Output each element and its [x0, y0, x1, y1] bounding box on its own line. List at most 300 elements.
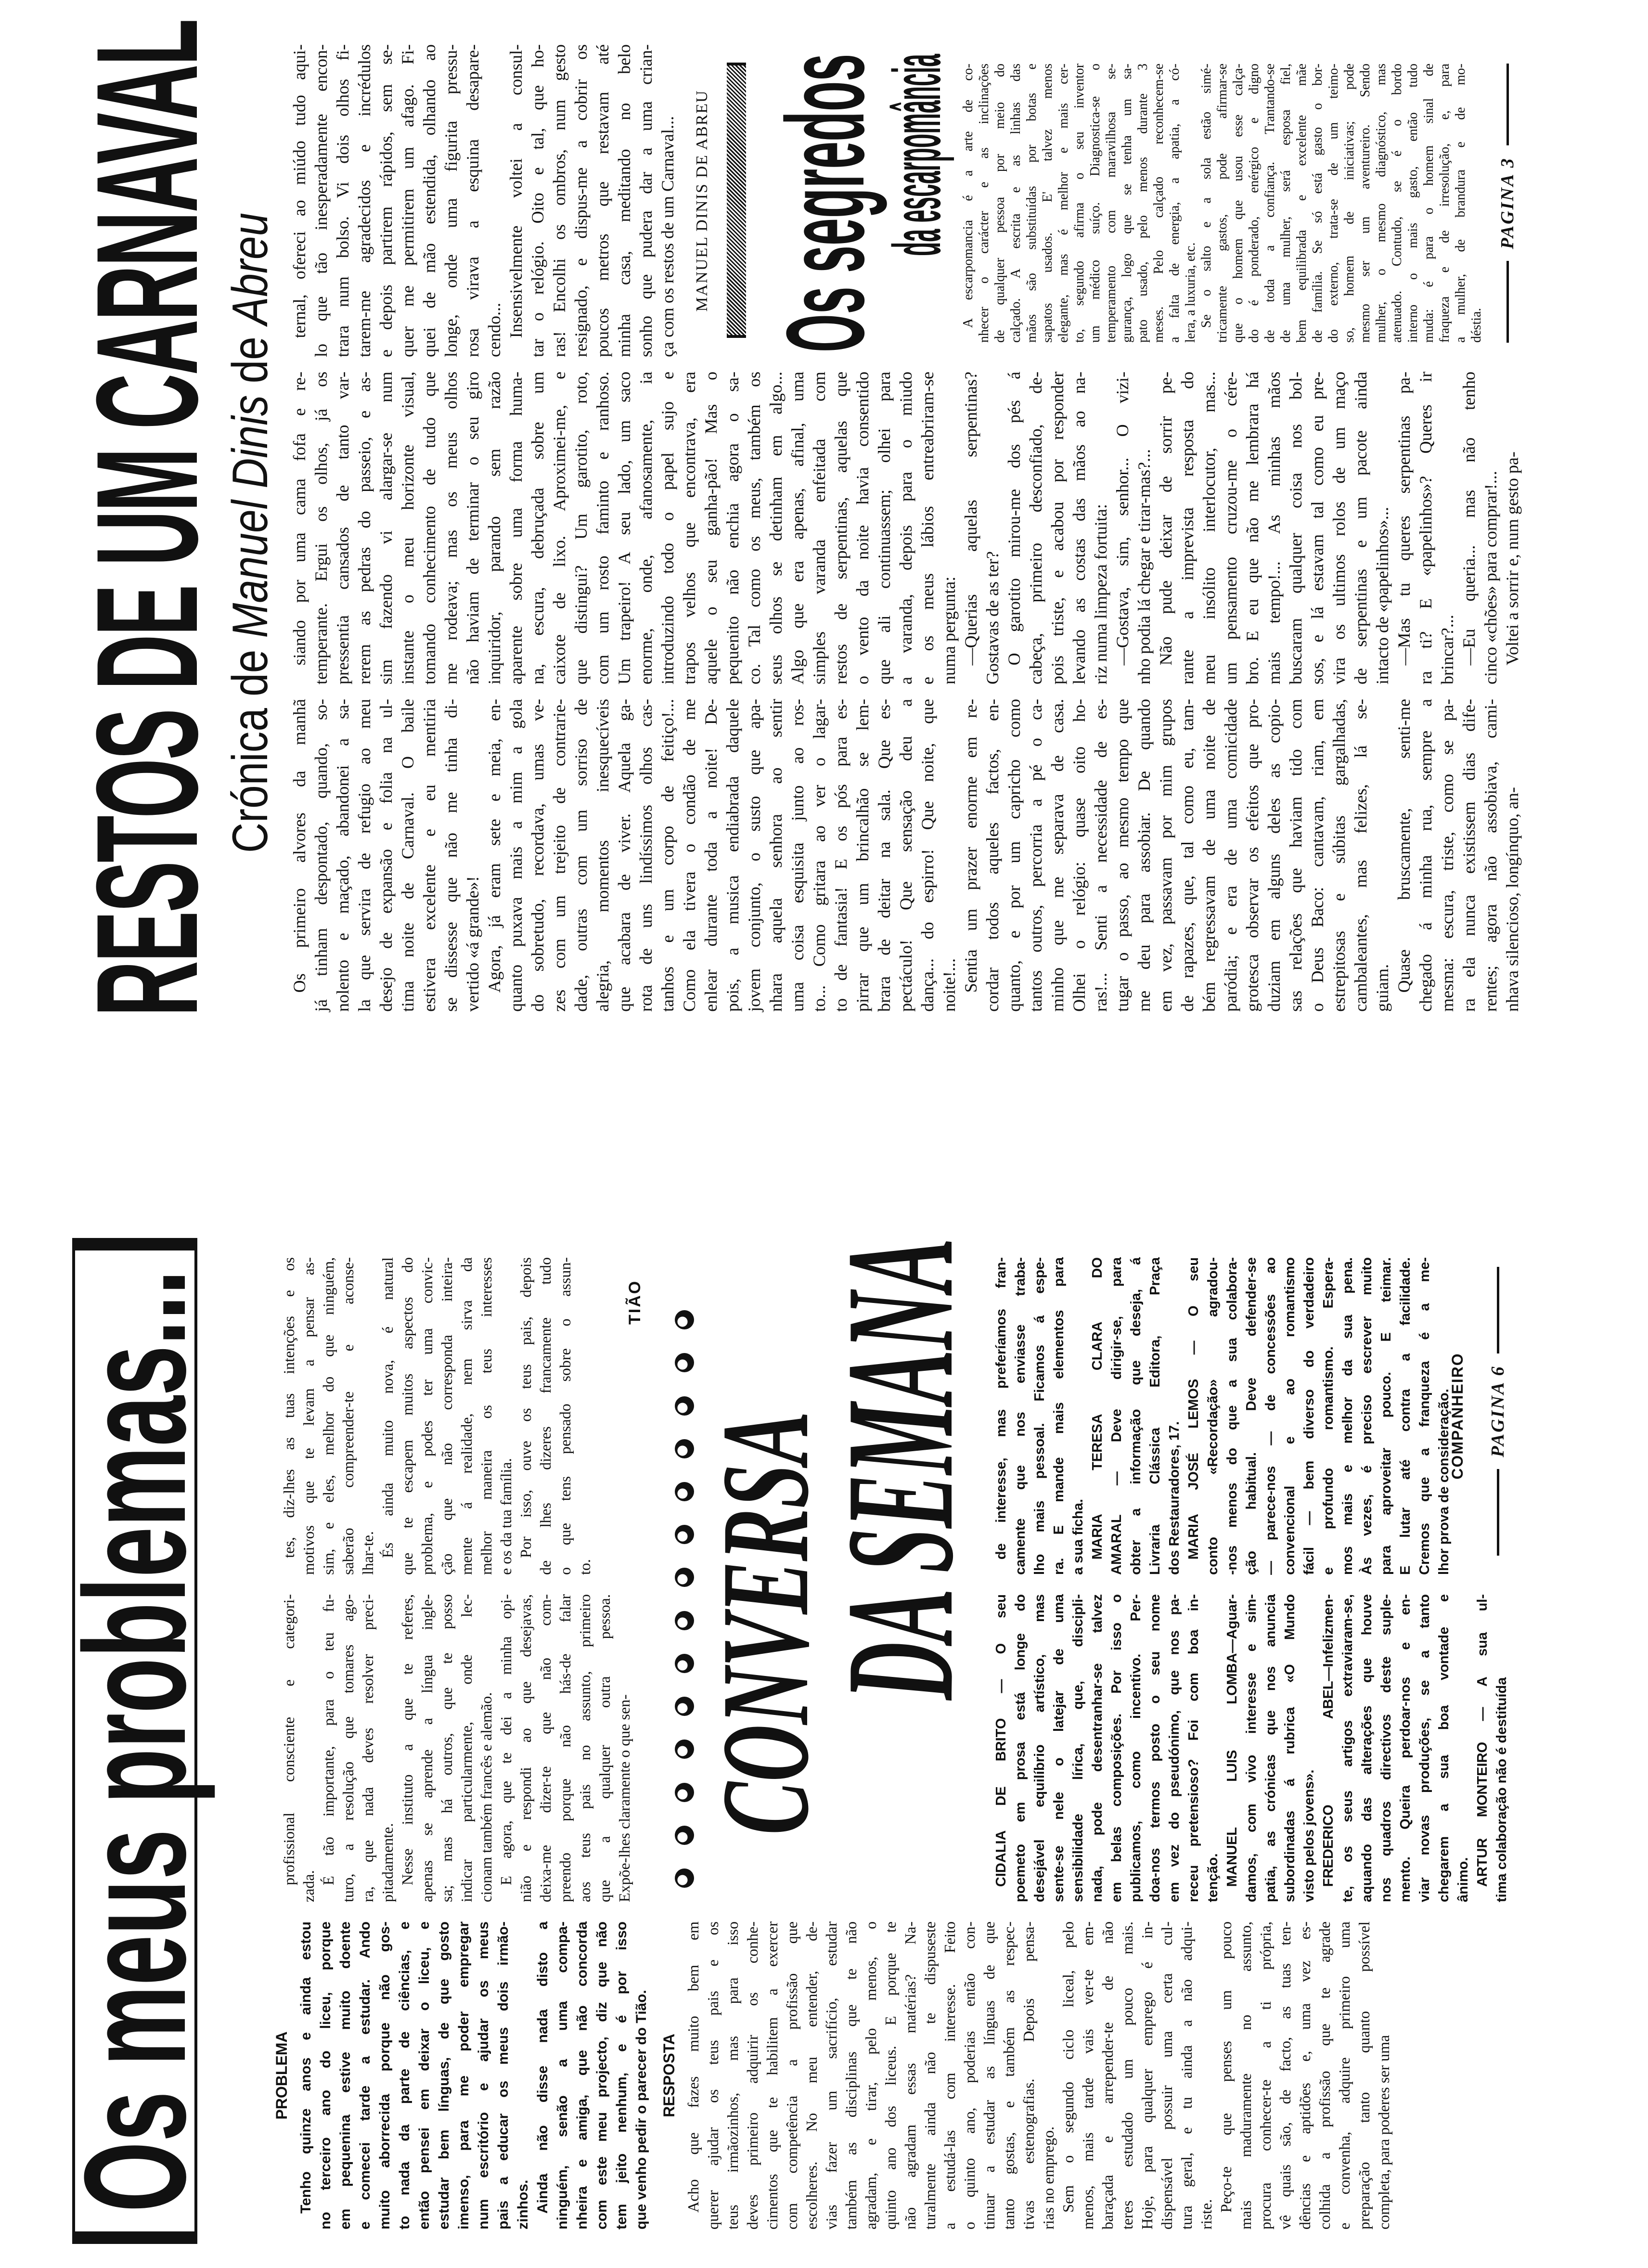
text-line: quei de mão estendida, olhando ao: [420, 44, 439, 357]
text-line: agradam, e tirar, pelo menos, o: [862, 1921, 879, 2229]
text-line: de lhes dizeres francamente tudo: [537, 1257, 554, 1575]
text-line: gurança, logo que se tenha um sa-: [1120, 64, 1134, 343]
text-line: pato usado, pelo menos durante 3: [1135, 64, 1150, 343]
text-line: uma coisa esquisita junto ao ros-: [788, 699, 807, 1012]
text-line: nada, pode desentranhar-se talvez: [1090, 1594, 1105, 1902]
text-line: publicamos, como incentivo. Per-: [1128, 1594, 1144, 1902]
text-line: nião e respondi ao que desejavas,: [517, 1594, 534, 1902]
text-line: introduzindo todo o papel sujo e: [658, 372, 677, 684]
text-line: completa, para poderes ser uma: [1375, 2035, 1392, 2229]
text-line: brincar?...: [1438, 615, 1457, 684]
text-line: não haviam de terminar o seu giro: [463, 372, 482, 684]
text-line: tima colaboração não é destituída: [1494, 1677, 1509, 1902]
page-number-text: PAGINA 3: [1497, 157, 1518, 249]
text-line: então pensei em deixar o liceu, e: [416, 1921, 432, 2229]
text-line: A escarpomancia é a arte de co-: [961, 64, 976, 328]
byline-author-last: Abreu: [222, 212, 278, 325]
text-line: —Gostava, sim, senhor... O vizi-: [1113, 372, 1132, 666]
text-line: riz numa limpeza fortuita:: [1091, 504, 1110, 684]
text-line: ras!... Senti a necessidade de es-: [1091, 699, 1110, 1012]
feature-title-line-2: [879, 54, 954, 256]
text-line: numa pergunta:: [940, 576, 959, 684]
text-line: saberão compreender-te e aconse-: [339, 1257, 357, 1575]
text-line: sa; mas há outros, que te posso: [438, 1594, 455, 1902]
text-line: a falta de energia, a apatia, a có-: [1167, 64, 1182, 343]
text-line: quanto, e por um capricho como: [1004, 699, 1024, 1012]
text-line: pectáculo! Que sensação deu a: [896, 699, 915, 1012]
text-line: Cremos que a franqueza é a me-: [1417, 1257, 1432, 1575]
text-line: motivos que te levam a pensar as-: [300, 1257, 317, 1575]
text-line: MARIA JOSÉ LEMOS — O seu: [1186, 1257, 1201, 1560]
text-line: meses. Pelo calçado reconhecem-se: [1151, 64, 1166, 343]
rule-left: [1506, 261, 1509, 343]
text-line: brara de deitar na sala. Que es-: [875, 699, 894, 1012]
text-line: calçado. A escrita e as linhas das: [1008, 64, 1023, 343]
text-line: de qualquer pessoa por meio do: [992, 64, 1007, 343]
text-line: dança... do espirro! Que noite, que: [918, 699, 937, 1012]
text-line: se dissesse que não me tinha di-: [441, 699, 461, 1012]
answer-signature: TIÃO: [626, 1279, 644, 1325]
text-line: sensibilidade lírica, que, discipli-: [1070, 1594, 1086, 1902]
text-line: ninguém, senão a uma compa-: [554, 1921, 570, 2229]
text-line: tenção.: [1205, 1853, 1221, 1902]
text-line: mulher, o mesmo diagnóstico, mas: [1374, 64, 1389, 343]
text-line: me deu para assobiar. De quando: [1134, 699, 1154, 1012]
text-line: noite!...: [940, 958, 959, 1012]
text-line: do sobretudo, recordava, umas ve-: [528, 699, 547, 1012]
text-line: E agora, que te dei a minha opi-: [497, 1594, 515, 1885]
text-line: em vez do pseudónimo, que nos pa-: [1167, 1594, 1182, 1902]
text-line: enorme, onde, afanosamente, ia: [636, 372, 656, 684]
feature-title-line-1: [763, 53, 887, 352]
text-line: resignado, e dispus-me a cobrir os: [571, 44, 591, 357]
text-line: cimentos que te habilitem a exercer: [763, 1921, 781, 2229]
text-line: sim, e eles, melhor do que ninguém,: [320, 1257, 337, 1575]
problem-heading: PROBLEMA: [273, 2031, 290, 2120]
text-line: Algo que era apenas, afinal, uma: [788, 372, 807, 684]
text-line: camente que nos enviasse traba-: [1013, 1257, 1028, 1575]
text-line: interno o mais gasto, então tudo: [1405, 64, 1420, 343]
rule-right: [1506, 64, 1509, 145]
article-signature: MANUEL DINIS DE ABREU: [693, 90, 711, 312]
text-line: o Deus Baco: cantavam, riam, em: [1308, 699, 1327, 1012]
text-line: visto pelos jovens».: [1301, 1769, 1317, 1902]
text-line: também as disciplinas que te não: [842, 1921, 860, 2229]
text-line: jovem conjunto, o susto que apa-: [745, 699, 764, 1012]
text-line: muda: é para o homem sinal de: [1421, 64, 1436, 343]
text-line: pirrar que um brincalhão se lem-: [853, 699, 872, 1012]
text-line: tura geral, e tu ainda a não adqui-: [1178, 1921, 1195, 2229]
text-line: trara num bolso. Vi dois olhos fi-: [333, 44, 352, 357]
text-line: to de fantasia! E os pós para es-: [831, 699, 850, 1012]
text-line: déstia.: [1469, 308, 1484, 343]
text-line: nhara aquela senhora ao sentir: [766, 699, 785, 1012]
text-line: ção que não corresponda inteira-: [438, 1257, 455, 1575]
text-line: damos, com vivo interesse e sim-: [1244, 1594, 1259, 1902]
text-line: dos Restauradores, 17.: [1167, 1421, 1182, 1575]
text-line: sonho que pudera dar a uma crian-: [636, 44, 656, 357]
text-line: de família. Se só está gasto o bor-: [1310, 64, 1325, 343]
text-line: cabeça, primeiro desconfiado, de-: [1026, 372, 1045, 684]
text-line: siando por uma cama fofa e re-: [290, 372, 309, 666]
text-line: cendo...: [485, 303, 504, 357]
text-line: tivas estenografias. Depois pensa-: [1020, 1921, 1037, 2229]
text-line: nolento e maçado, abandonei a sa-: [333, 699, 352, 1012]
text-line: lhor prova de consideração.: [1436, 1389, 1452, 1575]
text-line: tarem-me agradecidos e incrédulos: [355, 44, 374, 357]
text-line: Olhei o relógio: quase oito ho-: [1069, 699, 1089, 1012]
text-line: dispensável possuir uma certa cul-: [1158, 1921, 1175, 2229]
text-line: preparação tanto quanto possível: [1355, 1921, 1373, 2229]
byline-prefix: Crónica de: [222, 649, 278, 853]
text-line: temperante. Ergui os olhos, já os: [311, 372, 331, 684]
text-line: to.: [576, 1559, 593, 1575]
text-line: ra. E mande mais elementos para: [1051, 1257, 1067, 1575]
section-signature: COMPANHEIRO: [1449, 1353, 1466, 1480]
text-line: pequenito não enchia agora o sa-: [723, 372, 742, 684]
text-line: ra ti? E «papelinhos»? Queres ir: [1416, 372, 1435, 684]
text-line: lera, a luxuria, etc.: [1183, 242, 1198, 343]
text-line: pressentia cansados de tanto var-: [333, 372, 352, 684]
text-line: num escritório e ajudar os meus: [476, 1921, 491, 2229]
text-line: estudar bem línguas, de que gosto: [436, 1921, 452, 2229]
text-line: mais tempo!... As minhas mãos: [1264, 372, 1284, 684]
text-line: bém regressavam de uma noite de: [1199, 699, 1219, 1012]
text-line: melhor maneira os teus interesses: [477, 1257, 495, 1575]
page-number-text: PAGINA 6: [1488, 1365, 1508, 1457]
text-line: tem jeito nenhum, e é por isso: [614, 1921, 630, 2229]
text-line: a mulher, de brandura e de mo-: [1453, 64, 1468, 343]
text-line: Sem o segundo ciclo liceal, pelo: [1059, 1921, 1077, 2213]
text-line: em belas composições. Por isso o: [1109, 1594, 1124, 1902]
text-line: tanto gostas, e também as respec-: [1000, 1921, 1017, 2229]
text-line: poemeto em prosa está longe do: [1013, 1594, 1028, 1902]
text-line: pais a educar os meus dois irmão-: [495, 1921, 511, 2229]
text-line: instante o meu horizonte visual,: [398, 372, 417, 684]
text-line: que ali continuassem; olhei para: [875, 372, 894, 684]
text-line: —Mas tu queres serpentinas pa-: [1394, 372, 1414, 666]
text-line: quer me permitirem um afago. Fi-: [398, 44, 417, 357]
text-line: de serpentinas e um pacote ainda: [1351, 372, 1370, 684]
text-line: deixa-me dizer-te que não com-: [537, 1594, 554, 1902]
text-line: patia, as crónicas que nos anuncia: [1263, 1594, 1278, 1902]
text-line: rerem as pedras do passeio, e as-: [355, 372, 374, 684]
text-line: fraqueza e de irresolução, e, para: [1437, 64, 1452, 343]
text-line: co. Tal como os meus, também os: [745, 372, 764, 684]
text-line: te, os seus artigos extraviaram-se,: [1340, 1594, 1355, 1902]
text-line: baraçada e arrepender-te de não: [1099, 1921, 1116, 2229]
text-line: tar o relógio. Oito e tal, que ho-: [528, 44, 547, 357]
text-line: na, escura, debruçada sobre um: [528, 372, 547, 684]
byline-particle: de: [222, 336, 278, 384]
text-line: simples varanda enfeitada com: [810, 372, 829, 684]
text-line: ra ela nunca existissem dias dife-: [1459, 699, 1479, 1012]
text-line: O garotito mirou-me dos pés á: [1004, 372, 1024, 666]
text-line: problema, e podes ter uma convic-: [418, 1257, 436, 1575]
text-line: Sentia um prazer enorme em re-: [961, 699, 980, 993]
text-line: ção habitual. Deve defender-se: [1244, 1257, 1259, 1575]
text-line: e os meus lábios entreabriram-se: [918, 372, 937, 684]
text-line: a varanda, depois para o miudo: [896, 372, 915, 684]
text-line: para aproveitar pouco. E teimar.: [1378, 1257, 1394, 1575]
text-line: vias fazer um sacrifício, estudar: [823, 1921, 840, 2229]
text-line: que distingui? Um garotito, roto,: [571, 372, 591, 684]
text-line: zinhos.: [515, 2179, 531, 2229]
text-line: cionam também francês e alemão.: [477, 1692, 495, 1902]
text-line: cordar todos aqueles factos, en-: [983, 699, 1002, 1012]
text-line: Voltei a sorrir e, num gesto pa-: [1503, 451, 1522, 666]
text-line: de toda a confiança. Trantando-se: [1262, 64, 1277, 343]
text-line: MARIA TERESA CLARA DO: [1090, 1257, 1105, 1560]
text-line: Peço-te que penses um pouco: [1217, 1921, 1235, 2213]
text-line: —Querias aquelas serpentinas?: [961, 372, 980, 666]
text-line: lho mais pessoal. Ficamos á espe-: [1032, 1257, 1047, 1575]
text-line: profissional consciente e categori-: [280, 1594, 297, 1885]
text-line: mento. Queira perdoar-nos e en-: [1398, 1594, 1413, 1902]
text-line: e depois partirem rápidos, sem se-: [376, 44, 396, 357]
text-line: zes com um trejeito de contrarie-: [550, 699, 569, 1012]
text-line: inquiridor, parando sem razão: [485, 372, 504, 684]
text-line: caixote de lixo. Aproximei-me, e: [550, 372, 569, 684]
text-line: tes, diz-lhes as tuas intenções e os: [280, 1257, 297, 1558]
text-line: ARTUR MONTEIRO — A sua ul-: [1475, 1594, 1490, 1887]
text-line: em vez, passavam por mim grupos: [1156, 699, 1175, 1012]
text-line: rante a imprevista resposta do: [1178, 372, 1197, 684]
text-line: que te escapem muitos aspectos do: [399, 1257, 416, 1575]
page-number-3: [1497, 64, 1518, 343]
text-line: obter a informação que deseja, á: [1128, 1257, 1144, 1575]
text-line: sente-se nele o latejar de uma: [1051, 1594, 1067, 1902]
text-line: bro. E eu que não me lembrara há: [1243, 372, 1262, 684]
text-line: ra, que nada deves resolver preci-: [359, 1594, 376, 1902]
text-line: em pequenina estive muito doente: [337, 1921, 353, 2229]
text-line: Livraria Clássica Editora, Praça: [1147, 1257, 1163, 1575]
text-line: que o homem que usou esse calça-: [1231, 64, 1246, 343]
text-line: que acabara de viver. Aquela ga-: [615, 699, 634, 1012]
text-line: temperamento com maravilhosa se-: [1104, 64, 1119, 343]
text-line: a sua ficha.: [1070, 1499, 1086, 1575]
text-line: ternal, ofereci ao miúdo tudo aqui-: [290, 44, 309, 338]
text-line: seus olhos se detinham em algo...: [766, 372, 785, 684]
text-line: Agora, já eram sete e meia, en-: [485, 699, 504, 993]
text-line: subordinadas á rubrica «O Mundo: [1282, 1594, 1298, 1902]
text-line: colhida a profissão que te agrade: [1316, 1921, 1333, 2229]
text-line: e convenha, adquire primeiro uma: [1336, 1921, 1353, 2229]
text-line: que venho pedir o parecer do Tião.: [633, 1990, 649, 2229]
text-line: tima noite de Carnaval. O baile: [398, 699, 417, 1012]
text-line: riste.: [1197, 2199, 1215, 2229]
text-line: dade, outras com um sorriso de: [571, 699, 591, 1012]
article-column-2: [289, 372, 1523, 684]
text-line: Hoje, para qualquer emprego é in-: [1138, 1921, 1156, 2229]
text-line: tanhos e um corpo de feitiço!...: [658, 699, 677, 1012]
text-line: tinuar a estudar as línguas de que: [980, 1921, 998, 2229]
text-line: aquele o seu ganha-pão! Mas o: [701, 372, 721, 684]
feature-text: [960, 64, 1484, 343]
text-line: vertido «á grande»!: [463, 876, 482, 1012]
text-line: quinto ano dos liceus. E porque te: [882, 1921, 899, 2229]
text-line: rias no emprego.: [1040, 2126, 1057, 2229]
text-line: do é ponderado, enérgico e digno: [1247, 64, 1262, 343]
article-headline: [66, 20, 228, 1017]
text-line: nhecer o carácter e as inclinações: [977, 64, 991, 343]
text-line: MANUEL LUIS LOMBA—Aguar-: [1224, 1594, 1240, 1887]
text-line: o quinto ano, poderias então con-: [961, 1921, 978, 2229]
article-column-1: [289, 699, 1523, 1012]
text-line: com competência a profissão que: [783, 1921, 800, 2229]
text-line: Como ela tivera o condão de me: [680, 699, 699, 1012]
page-headline: Os meus problemas...: [54, 1270, 216, 2212]
text-line: grotesca observar os efeitos que pro-: [1243, 699, 1262, 1012]
text-line: to nada da parte de ciências, e: [397, 1921, 412, 2229]
text-line: vê quais são, de facto, as tuas ten-: [1276, 1921, 1294, 2229]
text-line: mesma: escura, triste, como se pa-: [1438, 699, 1457, 1012]
text-line: ras! Encolhi os ombros, num gesto: [550, 44, 569, 357]
text-line: o vento da noite havia consentido: [853, 372, 872, 684]
text-line: teus irmãozinhos, mas para isso: [724, 1921, 741, 2229]
text-line: viar novas produções, se a tanto: [1417, 1594, 1432, 1902]
text-line: rota de uns lindíssimos olhos cas-: [636, 699, 656, 1012]
text-line: sas relações que haviam tido com: [1286, 699, 1305, 1012]
text-line: lo que tão inesperadamente encon-: [311, 44, 331, 357]
text-line: AMARAL — Deve dirigir-se, para: [1109, 1257, 1124, 1575]
text-line: aquando das alterações que houve: [1359, 1594, 1375, 1902]
text-line: zada.: [300, 1870, 317, 1902]
text-line: procura conhecer-te a ti própria,: [1257, 1921, 1274, 2229]
text-line: sos, e lá estavam tal como eu pre-: [1308, 372, 1327, 684]
text-line: Às vezes, é preciso escrever muito: [1359, 1257, 1375, 1575]
text-line: tomando conhecimento de tudo que: [420, 372, 439, 684]
text-line: E lutar até contra a facilidade.: [1398, 1257, 1413, 1575]
text-line: Acho que fazes muito bem em: [684, 1921, 702, 2213]
text-line: Por isso, ouve os teus pais, depois: [517, 1257, 534, 1558]
text-line: nheira e amiga, que não concorda: [574, 1921, 590, 2229]
text-line: elegante, mas é melhor e mais cer-: [1056, 64, 1071, 343]
text-line: mente á realidade, nem sirva da: [458, 1257, 475, 1575]
text-line: Não pude deixar de sorrir pe-: [1156, 372, 1175, 666]
text-line: sapatos usados. E' talvez menos: [1040, 64, 1055, 343]
text-line: aparente sobre uma forma huma-: [506, 372, 526, 684]
text-line: apenas se aprende a língua ingle-: [418, 1594, 436, 1902]
text-line: poucos metros que restavam até: [593, 44, 612, 357]
text-line: sim fazendo vi alargar-se num: [376, 372, 396, 684]
text-line: nhava silencioso, longínquo, an-: [1503, 787, 1522, 1012]
text-line: pois triste, e acabou por responder: [1048, 372, 1067, 684]
text-line: guiam.: [1373, 964, 1392, 1012]
text-line: muito aborrecida porque não gos-: [377, 1921, 393, 2229]
text-line: escolheres. No meu entender, de-: [803, 1921, 820, 2229]
text-line: estrepitosas e súbitas gargalhadas,: [1329, 699, 1349, 1012]
article-byline: [221, 213, 279, 853]
text-line: É tão importante, para o teu fu-: [320, 1594, 337, 1885]
text-line: paródia; e era de uma comicidade: [1221, 699, 1240, 1012]
text-line: És ainda muito nova, é natural: [379, 1257, 396, 1558]
text-line: de interesse, mas preferíamos fran-: [993, 1257, 1009, 1560]
text-line: pois, a musica endiabrada daquele: [723, 699, 742, 1012]
text-line: deves primeiro adquirir os conhe-: [744, 1921, 761, 2229]
section-title-text: CONVERSA: [696, 1411, 835, 1835]
text-line: querer ajudar os teus pais e os: [704, 1921, 721, 2229]
text-line: bem equilibrada e excelente mãe: [1294, 64, 1309, 343]
text-line: a estudá-las com interesse. Feito: [941, 1921, 958, 2229]
text-line: tugar o passo, ao mesmo tempo que: [1113, 699, 1132, 1012]
text-line: Os primeiro alvores da manhã: [290, 699, 309, 993]
text-line: Gostavas de as ter?: [983, 551, 1002, 684]
text-line: enlear durante toda a noite! De-: [701, 699, 721, 1012]
text-line: menos, mais tarde vais ver-te em-: [1079, 1921, 1096, 2229]
text-line: turo, a resolução que tomares ago-: [339, 1594, 357, 1902]
text-line: minho que me separava de casa.: [1048, 699, 1067, 1012]
text-line: imenso, para me poder empregar: [456, 1921, 472, 2229]
text-line: com um rosto faminto e ranhoso.: [593, 372, 612, 684]
text-line: la que servira de refugio ao meu: [355, 699, 374, 1012]
hatched-divider: [727, 63, 746, 338]
text-line: quanto puxava mais a mim a gola: [506, 699, 526, 1012]
text-line: mos mais e melhor da sua pena.: [1340, 1257, 1355, 1575]
text-line: nho podia lá chegar e tirar-mas?...: [1134, 449, 1154, 684]
feature-title-text: Os segredos: [763, 53, 887, 352]
text-line: Quase bruscamente, senti-me: [1394, 699, 1414, 993]
text-line: turalmente ainda não te dispuseste: [921, 1921, 939, 2229]
text-line: —Eu queria... mas não tenho: [1459, 372, 1479, 666]
text-line: FREDERICO ABEL—Infelizmen-: [1321, 1594, 1336, 1887]
text-line: CIDALIA DE BRITO — O seu: [993, 1594, 1009, 1887]
answer-heading: RESPOSTA: [660, 2034, 678, 2117]
text-line: duziam em alguns deles as copio-: [1264, 699, 1284, 1012]
text-line: rosa virava a esquina desapare-: [463, 44, 482, 357]
text-line: longe, onde uma figurita pressu-: [441, 44, 461, 357]
text-line: desejo de expansão e folia na ul-: [376, 699, 396, 1012]
text-line: Tenho quinze anos e ainda estou: [298, 1921, 314, 2214]
text-line: mãos são substituídas por botas e: [1024, 64, 1039, 343]
text-line: Insensivelmente voltei a consul-: [506, 44, 526, 338]
text-line: um médico suíço. Diagnostica-se o: [1088, 64, 1103, 343]
text-line: não agradam essas matérias? Na-: [901, 1921, 919, 2229]
text-line: convencional e ao romantismo: [1282, 1257, 1298, 1575]
section-title-text: DA SEMANA: [815, 1238, 985, 1700]
text-line: fácil — bem diverso do verdadeiro: [1301, 1257, 1317, 1575]
text-line: indicar particularmente, onde lec-: [458, 1594, 475, 1902]
feature-title-text: da escarpomância: [879, 54, 954, 256]
text-line: do externo, trata-se de um teimo-: [1326, 64, 1341, 343]
text-line: to... Como gritara ao ver o lagar-: [810, 699, 829, 1012]
text-line: nos quadros directivos deste suple-: [1378, 1594, 1394, 1902]
text-line: Um trapeiro! A seu lado, um saco: [615, 372, 634, 684]
text-line: chegarem a sua boa vontade e: [1436, 1594, 1452, 1902]
text-line: — parece-nos — de concessões ao: [1263, 1257, 1278, 1575]
text-line: to, segundo afirma o seu inventor: [1072, 64, 1087, 343]
text-line: Se o salto e a sola estão simé-: [1199, 64, 1214, 328]
text-line: no terceiro ano do liceu, porque: [318, 1921, 334, 2229]
text-line: com este meu projecto, diz que não: [594, 1921, 610, 2229]
text-line: um pensamento cruzou-me o cére-: [1221, 372, 1240, 684]
text-line: rentes; agora não assobiava, cami-: [1481, 699, 1500, 1012]
headline-text: RESTOS DE UM CARNAVAL: [66, 20, 228, 1017]
text-line: restos de serpentinas, aquelas que: [831, 372, 850, 684]
text-line: e profundo romantismo. Espera-: [1321, 1257, 1336, 1575]
text-line: Expõe-lhes claramente o que sen-: [616, 1694, 633, 1902]
text-line: conto «Recordação» agradou-: [1205, 1257, 1221, 1575]
text-line: levando as costas das mãos ao na-: [1069, 372, 1089, 684]
text-line: que a qualquer outra pessoa.: [596, 1594, 613, 1902]
text-line: desejável equilíbrio artístico, mas: [1032, 1594, 1047, 1902]
text-line: tricamente gastos, pode afirmar-se: [1215, 64, 1230, 343]
text-line: teres estudado um pouco mais.: [1119, 1921, 1136, 2229]
text-line: buscaram qualquer coisa nos bol-: [1286, 372, 1305, 684]
text-line: minha casa, meditando no belo: [615, 44, 634, 357]
text-line: Ainda não disse nada disto a: [535, 1921, 551, 2214]
text-line: so, homem de iniciativas; pode: [1342, 64, 1357, 343]
